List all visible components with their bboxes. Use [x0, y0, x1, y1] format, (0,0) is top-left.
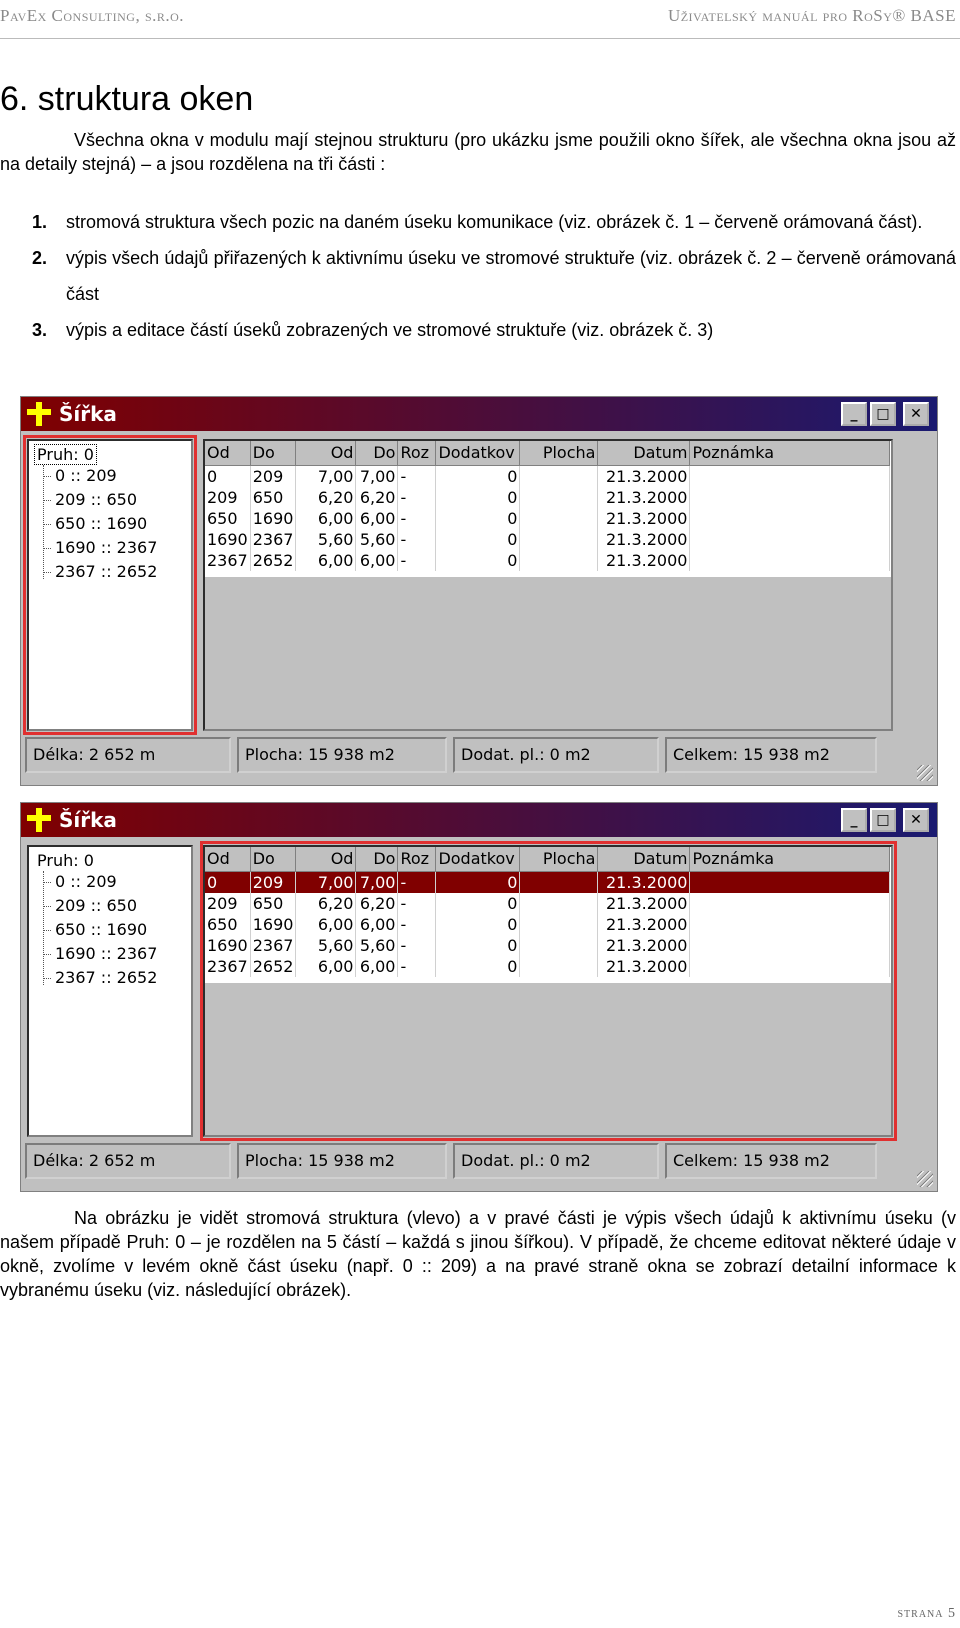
tree-node[interactable]: 209 :: 650 [55, 488, 191, 512]
status-extra-area: Dodat. pl.: 0 m2 [453, 737, 659, 773]
section-heading: 6. struktura oken [0, 80, 254, 118]
list-item: 1. stromová struktura všech pozic na daném úseku komunikace (viz. obrázek č. 1 – červeně orámovaná část). [32, 212, 923, 232]
status-bar [25, 1143, 931, 1181]
column-header[interactable]: Plocha [520, 441, 598, 465]
closing-paragraph: Na obrázku je vidět stromová struktura (vlevo) a v pravé části je výpis všech údajů k aktivnímu úseku (v našem případě Pruh: 0 – je rozdělen na 5 částí – každá s jinou šířkou). V případě, že chceme editovat některé údaje v okně, zvolíme v levém okně část úseku (např. 0 :: 209) a na pravé straně okna se zobrazí detailní informace k vybranému úseku (viz. následující obrázek). [0, 1208, 956, 1300]
column-header[interactable]: Do [250, 441, 296, 465]
table-row[interactable]: 209 650 6,20 6,20 - 0 21.3.2000 [205, 487, 890, 508]
tree-node[interactable]: 650 :: 1690 [55, 512, 191, 536]
header-rule [0, 38, 960, 39]
column-header[interactable]: Poznámka [690, 847, 890, 871]
column-header[interactable]: Roz [398, 441, 436, 465]
minimize-button[interactable]: _ [841, 402, 867, 426]
data-grid[interactable] [203, 439, 893, 731]
resize-grip-icon[interactable] [917, 1171, 933, 1187]
tree-node[interactable]: 0 :: 209 [55, 870, 191, 894]
tree-node[interactable]: 2367 :: 2652 [55, 560, 191, 584]
status-total: Celkem: 15 938 m2 [665, 1143, 877, 1179]
tree-highlight-frame [23, 435, 197, 735]
column-header[interactable]: Od [205, 847, 250, 871]
tree-node[interactable]: 1690 :: 2367 [55, 536, 191, 560]
window-title: Šířka [59, 402, 117, 426]
title-bar[interactable] [21, 803, 937, 837]
column-header[interactable]: Poznámka [690, 441, 890, 465]
column-header[interactable]: Do [356, 847, 398, 871]
resize-grip-icon[interactable] [917, 765, 933, 781]
column-header[interactable]: Plocha [520, 847, 598, 871]
title-bar[interactable] [21, 397, 937, 431]
maximize-button[interactable]: □ [870, 808, 896, 832]
header-right: Uživatelský manuál pro RoSy® BASE [667, 6, 956, 25]
cross-icon [27, 808, 51, 832]
header-left: PavEx Consulting, s.r.o. [0, 6, 185, 25]
list-item: 2. výpis všech údajů přiřazených k aktivnímu úseku ve stromové struktuře (viz. obrázek č. 2 – červeně orámovaná část [32, 248, 956, 304]
column-header[interactable]: Dodatkov [436, 441, 520, 465]
window-title: Šířka [59, 808, 117, 832]
table-row[interactable]: 2367 2652 6,00 6,00 - 0 21.3.2000 [205, 956, 890, 977]
tree-root[interactable]: Pruh: 0 [37, 445, 94, 464]
window-screenshot-1 [20, 396, 938, 786]
close-button[interactable]: ✕ [903, 402, 929, 426]
list-item: 3. výpis a editace částí úseků zobrazených ve stromové struktuře (viz. obrázek č. 3) [32, 320, 714, 340]
table-row-selected[interactable]: 0 209 7,00 7,00 - 0 21.3.2000 [205, 871, 890, 893]
table-row[interactable]: 2367 2652 6,00 6,00 - 0 21.3.2000 [205, 550, 890, 571]
column-header[interactable]: Do [356, 441, 398, 465]
column-header[interactable]: Od [296, 441, 356, 465]
grid-empty-area [205, 577, 891, 729]
tree-node[interactable]: 1690 :: 2367 [55, 942, 191, 966]
status-total: Celkem: 15 938 m2 [665, 737, 877, 773]
tree-connector [43, 871, 44, 985]
intro-paragraph: Všechna okna v modulu mají stejnou strukturu (pro ukázku jsme použili okno šířek, ale všechna okna jsou až na detaily stejná) – a jsou rozdělena na tři části : [0, 130, 956, 174]
table-row[interactable]: 650 1690 6,00 6,00 - 0 21.3.2000 [205, 508, 890, 529]
table-row[interactable]: 209 650 6,20 6,20 - 0 21.3.2000 [205, 893, 890, 914]
table-row[interactable]: 1690 2367 5,60 5,60 - 0 21.3.2000 [205, 529, 890, 550]
column-header[interactable]: Od [296, 847, 356, 871]
tree-node[interactable]: 209 :: 650 [55, 894, 191, 918]
status-bar [25, 737, 931, 775]
tree-root[interactable]: Pruh: 0 [37, 851, 94, 870]
table-row[interactable]: 1690 2367 5,60 5,60 - 0 21.3.2000 [205, 935, 890, 956]
grid-highlight-frame [200, 841, 897, 1141]
tree-view[interactable] [27, 845, 193, 1137]
column-header[interactable]: Od [205, 441, 250, 465]
maximize-button[interactable]: □ [870, 402, 896, 426]
minimize-button[interactable]: _ [841, 808, 867, 832]
column-header[interactable]: Datum [598, 847, 690, 871]
window-screenshot-2 [20, 802, 938, 1192]
tree-node[interactable]: 0 :: 209 [55, 464, 191, 488]
tree-node[interactable]: 650 :: 1690 [55, 918, 191, 942]
close-button[interactable]: ✕ [903, 808, 929, 832]
cross-icon [27, 402, 51, 426]
status-area: Plocha: 15 938 m2 [237, 737, 447, 773]
table-row[interactable]: 650 1690 6,00 6,00 - 0 21.3.2000 [205, 914, 890, 935]
status-extra-area: Dodat. pl.: 0 m2 [453, 1143, 659, 1179]
data-table [205, 441, 890, 571]
page-number: strana 5 [897, 1606, 956, 1621]
column-header[interactable]: Datum [598, 441, 690, 465]
column-header[interactable]: Do [250, 847, 296, 871]
tree-node[interactable]: 2367 :: 2652 [55, 966, 191, 990]
column-header[interactable]: Roz [398, 847, 436, 871]
status-length: Délka: 2 652 m [25, 737, 231, 773]
status-area: Plocha: 15 938 m2 [237, 1143, 447, 1179]
status-length: Délka: 2 652 m [25, 1143, 231, 1179]
numbered-list [0, 204, 956, 348]
table-row[interactable]: 0 209 7,00 7,00 - 0 21.3.2000 [205, 465, 890, 487]
column-header[interactable]: Dodatkov [436, 847, 520, 871]
